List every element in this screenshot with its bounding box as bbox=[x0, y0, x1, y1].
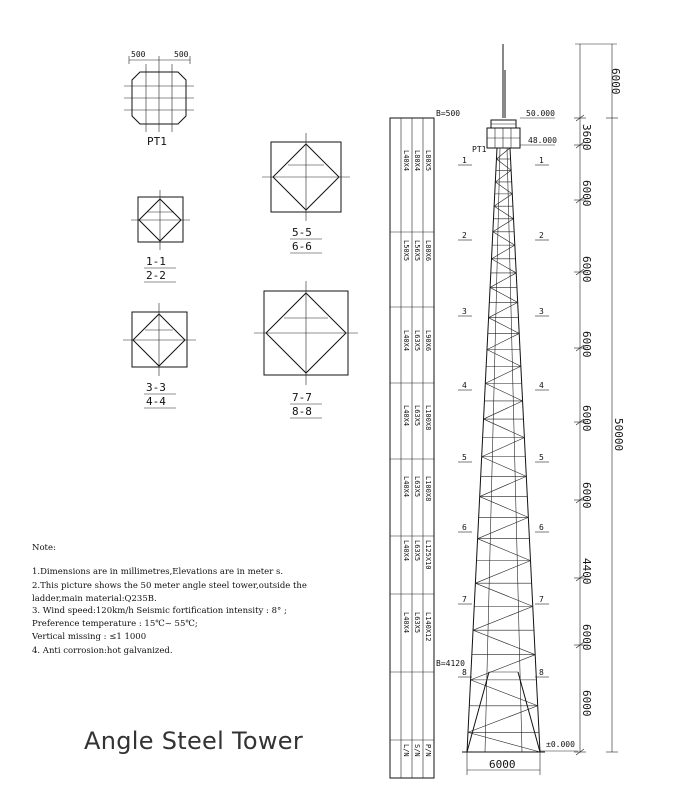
section-5-5-label: 5-5 bbox=[292, 226, 312, 239]
tower-pt1-label: PT1 bbox=[472, 145, 487, 154]
table-cell: L63X5 bbox=[413, 330, 421, 352]
dim-label: 4400 bbox=[580, 558, 593, 585]
note-line: Preference temperature : 15℃~ 55℃; bbox=[32, 619, 198, 629]
section-mark: 8 bbox=[462, 668, 467, 677]
note-line: 2.This picture shows the 50 meter angle steel tower,outside the bbox=[32, 581, 307, 591]
section-mark: 8 bbox=[539, 668, 544, 677]
table-cell: L40X4 bbox=[402, 330, 410, 352]
table-footer: S/N bbox=[413, 744, 421, 757]
table-cell: L40X4 bbox=[402, 405, 410, 427]
section-mark: 2 bbox=[539, 231, 544, 240]
section-8-8-label: 8-8 bbox=[292, 405, 312, 418]
section-7-8-plan bbox=[254, 281, 358, 418]
section-3-4-plan bbox=[123, 303, 196, 408]
section-mark: 5 bbox=[462, 453, 467, 462]
elevation-top: 50.000 bbox=[526, 109, 555, 118]
tower-bracing bbox=[467, 148, 540, 752]
section-mark: 6 bbox=[539, 523, 544, 532]
pt1-dim-left: 500 bbox=[131, 50, 146, 59]
table-cell: L63X5 bbox=[413, 612, 421, 634]
dim-label: 6000 bbox=[580, 624, 593, 651]
table-cell: L40X4 bbox=[402, 476, 410, 498]
dim-label: 6000 bbox=[580, 256, 593, 283]
top-width-label: B=500 bbox=[436, 109, 461, 118]
dim-label: 6000 bbox=[580, 180, 593, 207]
section-1-1-label: 1-1 bbox=[146, 255, 166, 268]
section-mark: 3 bbox=[539, 307, 544, 316]
table-footer: L/N bbox=[402, 744, 410, 757]
base-width-label: 6000 bbox=[489, 758, 516, 771]
note-line: Vertical missing : ≤1 1000 bbox=[32, 632, 147, 642]
dim-label: 6000 bbox=[609, 68, 622, 95]
notes-heading: Note: bbox=[32, 543, 56, 553]
table-cell: L100X8 bbox=[424, 476, 432, 502]
table-cell: L63X5 bbox=[413, 405, 421, 427]
table-cell: L63X5 bbox=[413, 540, 421, 562]
dim-label: 6000 bbox=[580, 331, 593, 358]
section-mark: 1 bbox=[462, 156, 467, 165]
section-4-4-label: 4-4 bbox=[146, 395, 166, 408]
table-cell: L40X4 bbox=[402, 540, 410, 562]
pt1-plan-view bbox=[124, 50, 194, 148]
section-5-6-plan bbox=[262, 133, 350, 253]
table-cell: L40X4 bbox=[402, 612, 410, 634]
pt1-label: PT1 bbox=[147, 135, 167, 148]
dim-label: 6000 bbox=[580, 690, 593, 717]
member-table bbox=[390, 109, 465, 778]
table-cell: L80X5 bbox=[424, 150, 432, 172]
elevation-platform: 48.000 bbox=[528, 136, 557, 145]
section-2-2-label: 2-2 bbox=[146, 269, 166, 282]
section-mark: 1 bbox=[539, 156, 544, 165]
total-height-label: 50000 bbox=[612, 418, 625, 452]
section-7-7-label: 7-7 bbox=[292, 391, 312, 404]
dim-label: 6000 bbox=[580, 482, 593, 509]
pt1-dim-right: 500 bbox=[174, 50, 189, 59]
section-1-2-plan bbox=[131, 190, 190, 282]
section-mark: 6 bbox=[462, 523, 467, 532]
section-mark: 5 bbox=[539, 453, 544, 462]
tower-elevation bbox=[462, 44, 578, 775]
section-mark: 3 bbox=[462, 307, 467, 316]
section-marks bbox=[458, 156, 549, 677]
table-cell: L90X6 bbox=[424, 330, 432, 352]
table-cell: L40X4 bbox=[402, 150, 410, 172]
caption: Angle Steel Tower bbox=[84, 727, 304, 755]
note-line: ladder,main material:Q235B. bbox=[32, 594, 157, 604]
note-line: 4. Anti corrosion:hot galvanized. bbox=[32, 646, 173, 656]
section-3-3-label: 3-3 bbox=[146, 381, 166, 394]
lower-width-label: B=4120 bbox=[436, 659, 465, 668]
note-line: 1.Dimensions are in millimetres,Elevations are in meter s. bbox=[32, 567, 284, 577]
table-cell: L63X5 bbox=[413, 476, 421, 498]
table-cell: L100X8 bbox=[424, 405, 432, 431]
table-cell: L80X6 bbox=[424, 240, 432, 262]
table-cell: L50X5 bbox=[402, 240, 410, 262]
section-mark: 2 bbox=[462, 231, 467, 240]
table-cell: L140X12 bbox=[424, 612, 432, 642]
table-cell: L56X5 bbox=[413, 240, 421, 262]
elevation-ground: ±0.000 bbox=[546, 740, 575, 749]
section-mark: 4 bbox=[539, 381, 544, 390]
table-cell: L125X10 bbox=[424, 540, 432, 570]
section-mark: 7 bbox=[539, 595, 544, 604]
table-cell: L80X4 bbox=[413, 150, 421, 172]
dim-label: 6000 bbox=[580, 405, 593, 432]
section-6-6-label: 6-6 bbox=[292, 240, 312, 253]
section-mark: 7 bbox=[462, 595, 467, 604]
note-line: 3. Wind speed:120km/h Seismic fortification intensity : 8° ; bbox=[32, 606, 287, 616]
table-footer: P/N bbox=[424, 744, 432, 757]
section-mark: 4 bbox=[462, 381, 467, 390]
height-dimensions bbox=[574, 44, 625, 755]
dim-label: 3600 bbox=[580, 124, 593, 151]
